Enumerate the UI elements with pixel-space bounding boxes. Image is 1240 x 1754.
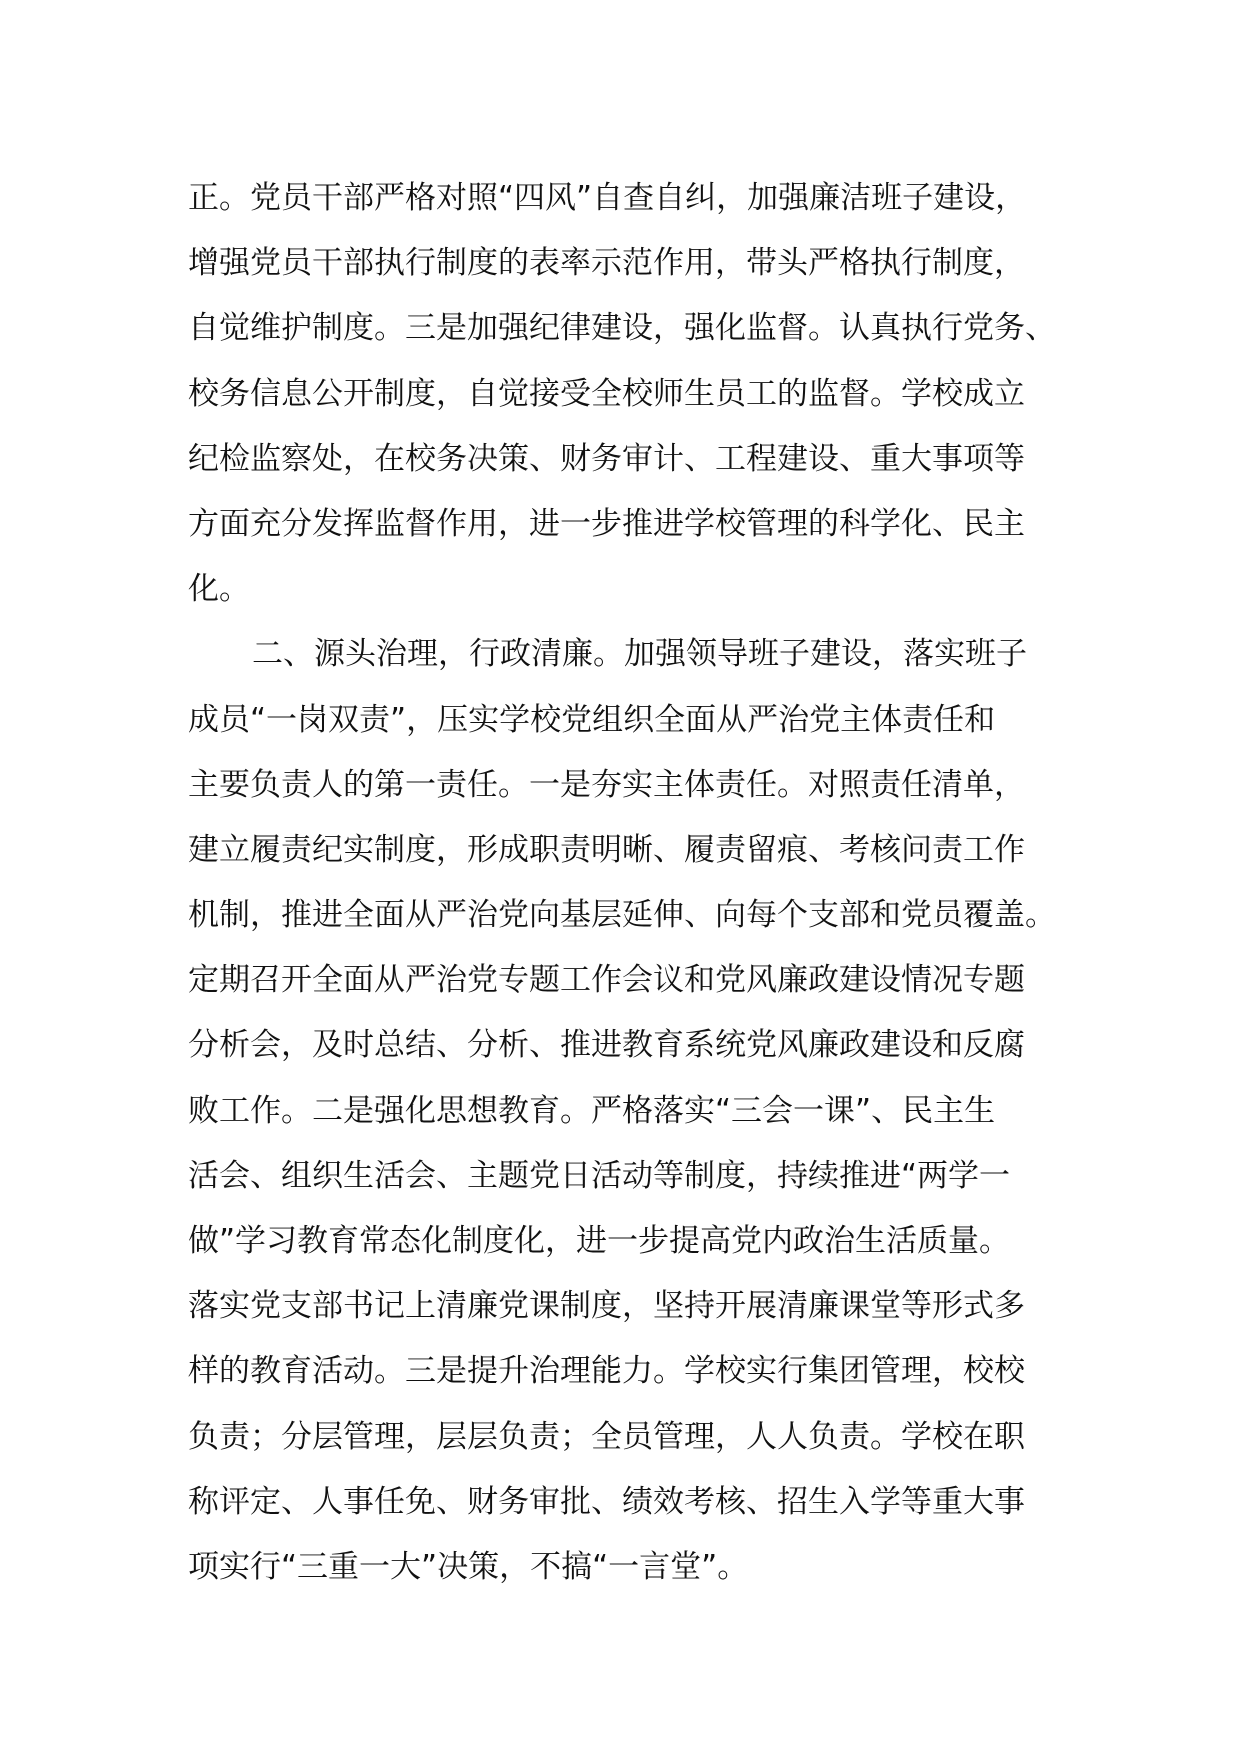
text-line: 项实行“三重一大”决策，不搞“一言堂”。	[188, 1548, 749, 1585]
text-line: 成员“一岗双责”，压实学校党组织全面从严治党主体责任和	[188, 701, 996, 738]
text-line: 称评定、人事任免、财务审批、绩效考核、招生入学等重大事	[188, 1483, 1025, 1520]
text-line: 建立履责纪实制度，形成职责明晰、履责留痕、考核问责工作	[188, 831, 1025, 868]
paragraph-continued	[188, 166, 1088, 622]
paragraph-section-two	[188, 622, 1088, 1600]
text-line: 方面充分发挥监督作用，进一步推进学校管理的科学化、民主	[188, 505, 1025, 542]
document-body	[188, 166, 1088, 1600]
text-line: 正。党员干部严格对照“四风”自查自纠，加强廉洁班子建设，	[188, 180, 1027, 216]
text-line-indented: 二、源头治理，行政清廉。加强领导班子建设，落实班子	[252, 636, 1027, 673]
text-line: 落实党支部书记上清廉党课制度，坚持开展清廉课堂等形式多	[188, 1288, 1025, 1325]
text-line: 做”学习教育常态化制度化，进一步提高党内政治生活质量。	[188, 1223, 1011, 1259]
text-line: 样的教育活动。三是提升治理能力。学校实行集团管理，校校	[188, 1353, 1025, 1390]
text-line: 增强党员干部执行制度的表率示范作用，带头严格执行制度，	[188, 245, 1025, 282]
text-line: 纪检监察处，在校务决策、财务审计、工程建设、重大事项等	[188, 440, 1025, 477]
text-line: 活会、组织生活会、主题党日活动等制度，持续推进“两学一	[188, 1157, 1011, 1194]
text-line: 败工作。二是强化思想教育。严格落实“三会一课”、民主生	[188, 1092, 996, 1129]
text-line: 校务信息公开制度，自觉接受全校师生员工的监督。学校成立	[188, 375, 1025, 412]
text-line: 主要负责人的第一责任。一是夯实主体责任。对照责任清单，	[188, 766, 1025, 803]
text-line: 化。	[188, 571, 250, 608]
text-line: 分析会，及时总结、分析、推进教育系统党风廉政建设和反腐	[188, 1027, 1025, 1064]
text-line: 机制，推进全面从严治党向基层延伸、向每个支部和党员覆盖。	[188, 897, 1056, 934]
text-line: 定期召开全面从严治党专题工作会议和党风廉政建设情况专题	[188, 962, 1025, 999]
text-line: 自觉维护制度。三是加强纪律建设，强化监督。认真执行党务、	[188, 310, 1056, 347]
text-line: 负责；分层管理，层层负责；全员管理，人人负责。学校在职	[188, 1418, 1025, 1455]
